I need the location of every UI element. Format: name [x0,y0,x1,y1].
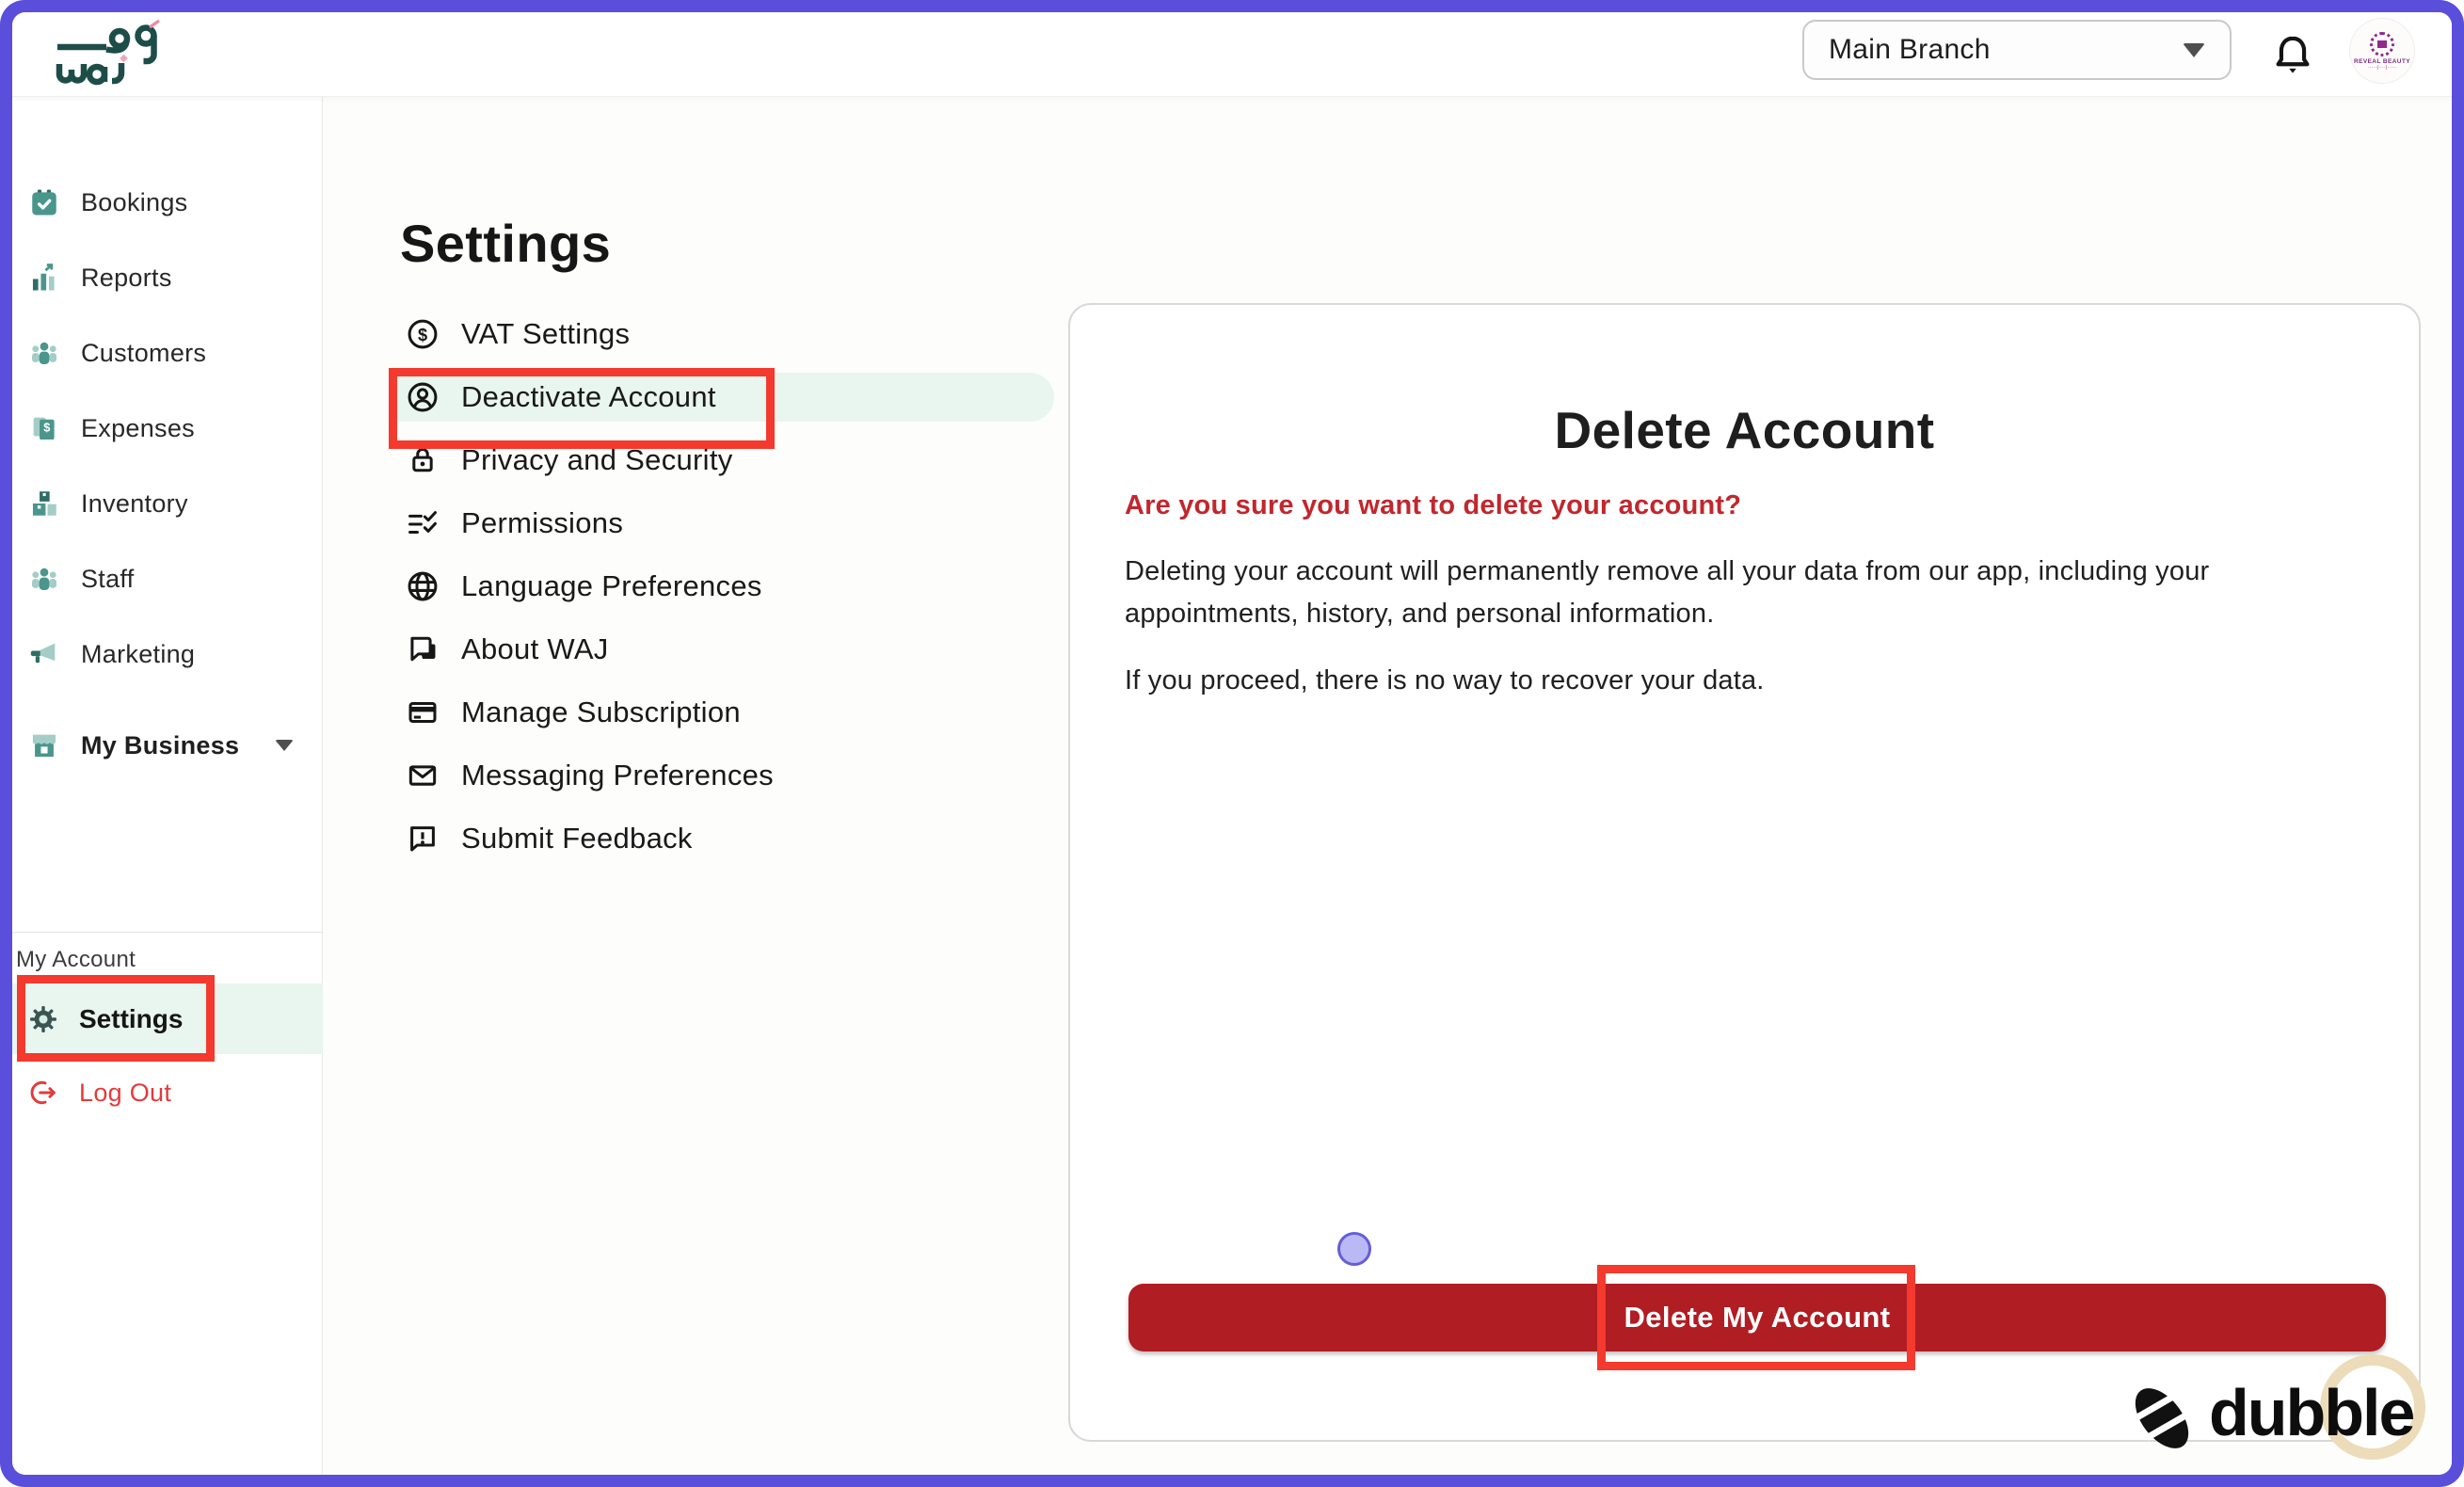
chevron-down-icon [2183,43,2205,57]
panel-title: Delete Account [1554,400,1935,459]
mail-icon [405,758,440,793]
menu-item-label: Language Preferences [461,568,762,602]
sidebar-item-bookings[interactable] [12,165,322,240]
logout-icon [28,1078,58,1108]
menu-item-manage-subscription[interactable] [405,680,1064,744]
user-avatar[interactable] [2350,19,2414,83]
menu-item-label: Privacy and Security [461,442,733,476]
avatar-ornament-icon [2370,32,2394,56]
sidebar [12,97,323,1475]
sidebar-divider [12,932,323,933]
waj-logo [52,20,174,89]
sidebar-item-label: Marketing [81,639,196,668]
sidebar-item-label: Customers [81,338,207,367]
people-icon [28,337,60,369]
menu-item-permissions[interactable] [405,491,1064,554]
sidebar-item-logout[interactable] [12,1072,323,1113]
page-title: Settings [400,213,612,273]
menu-item-language-preferences[interactable] [405,554,1064,617]
menu-item-submit-feedback[interactable] [405,807,1064,870]
menu-item-label: VAT Settings [461,316,631,350]
topbar [12,12,2452,97]
menu-item-deactivate-account[interactable] [405,365,1064,428]
chevron-down-icon [275,740,294,751]
delete-body-text: If you proceed, there is no way to recover your data. [1125,665,1765,696]
dubble-logo-icon [2120,1369,2203,1467]
sidebar-item-label: Log Out [79,1078,172,1107]
sidebar-item-expenses[interactable] [12,391,322,466]
dollar-circle-icon [405,316,440,352]
avatar-tagline: ·····|····|····· [2367,64,2397,71]
receipt-icon [28,412,60,444]
sidebar-item-label: Inventory [81,488,188,518]
main-content [323,97,2452,1475]
notifications-button[interactable] [2269,27,2316,80]
people-icon [28,563,60,595]
sidebar-item-marketing[interactable] [12,616,322,692]
menu-item-label: Manage Subscription [461,695,741,728]
chat-icon [405,632,440,667]
sidebar-item-label: My Business [81,730,240,759]
menu-item-privacy-security[interactable] [405,428,1064,491]
settings-menu [405,302,1064,870]
sidebar-item-label: Expenses [81,413,195,442]
dubble-wordmark: dubble [2209,1376,2414,1449]
credit-card-icon [405,695,440,730]
menu-item-about-waj[interactable] [405,617,1064,680]
feedback-icon [405,821,440,856]
branch-selector-value: Main Branch [1829,34,1991,65]
branch-selector[interactable] [1802,20,2232,80]
delete-account-panel [1068,303,2421,1442]
click-indicator [1337,1232,1371,1266]
delete-my-account-button[interactable]: Delete My Account [1128,1284,2386,1351]
sidebar-item-my-business[interactable] [12,708,322,783]
checklist-icon [405,505,440,541]
sidebar-item-inventory[interactable] [12,466,322,541]
storefront-icon [28,729,60,761]
boxes-icon [28,488,60,520]
menu-item-label: Submit Feedback [461,821,693,855]
bar-chart-icon [28,262,60,294]
app-canvas [12,12,2452,1475]
megaphone-icon [28,638,60,670]
lock-icon [405,442,440,478]
menu-item-messaging-preferences[interactable] [405,744,1064,807]
sidebar-item-reports[interactable] [12,240,322,315]
avatar-business-name: REVEAL BEAUTY [2354,57,2410,65]
menu-item-vat-settings[interactable] [405,302,1064,365]
sidebar-item-customers[interactable] [12,315,322,391]
delete-warning-text: Are you sure you want to delete your account? [1125,490,1742,520]
my-account-section-label: My Account [16,947,136,972]
menu-item-label: Permissions [461,505,624,539]
sidebar-item-label: Reports [81,263,172,292]
dubble-watermark [2120,1366,2452,1475]
sidebar-item-label: Bookings [81,187,188,216]
sidebar-item-label: Settings [79,1003,184,1033]
svg-text:$: $ [43,420,51,435]
gear-icon [28,1004,58,1034]
globe-icon [405,568,440,604]
menu-item-label: Deactivate Account [461,379,716,413]
calendar-check-icon [28,186,60,218]
menu-item-label: Messaging Preferences [461,758,774,791]
menu-item-label: About WAJ [461,632,609,665]
delete-body-text: Deleting your account will permanently remove all your data from our app, including your appointments, history, and personal information. [1125,556,2210,629]
person-circle-icon [405,379,440,415]
sidebar-item-staff[interactable] [12,541,322,616]
svg-text:$: $ [417,325,428,344]
sidebar-item-settings[interactable] [12,983,323,1054]
sidebar-item-label: Staff [81,564,135,593]
sidebar-nav [12,165,322,783]
